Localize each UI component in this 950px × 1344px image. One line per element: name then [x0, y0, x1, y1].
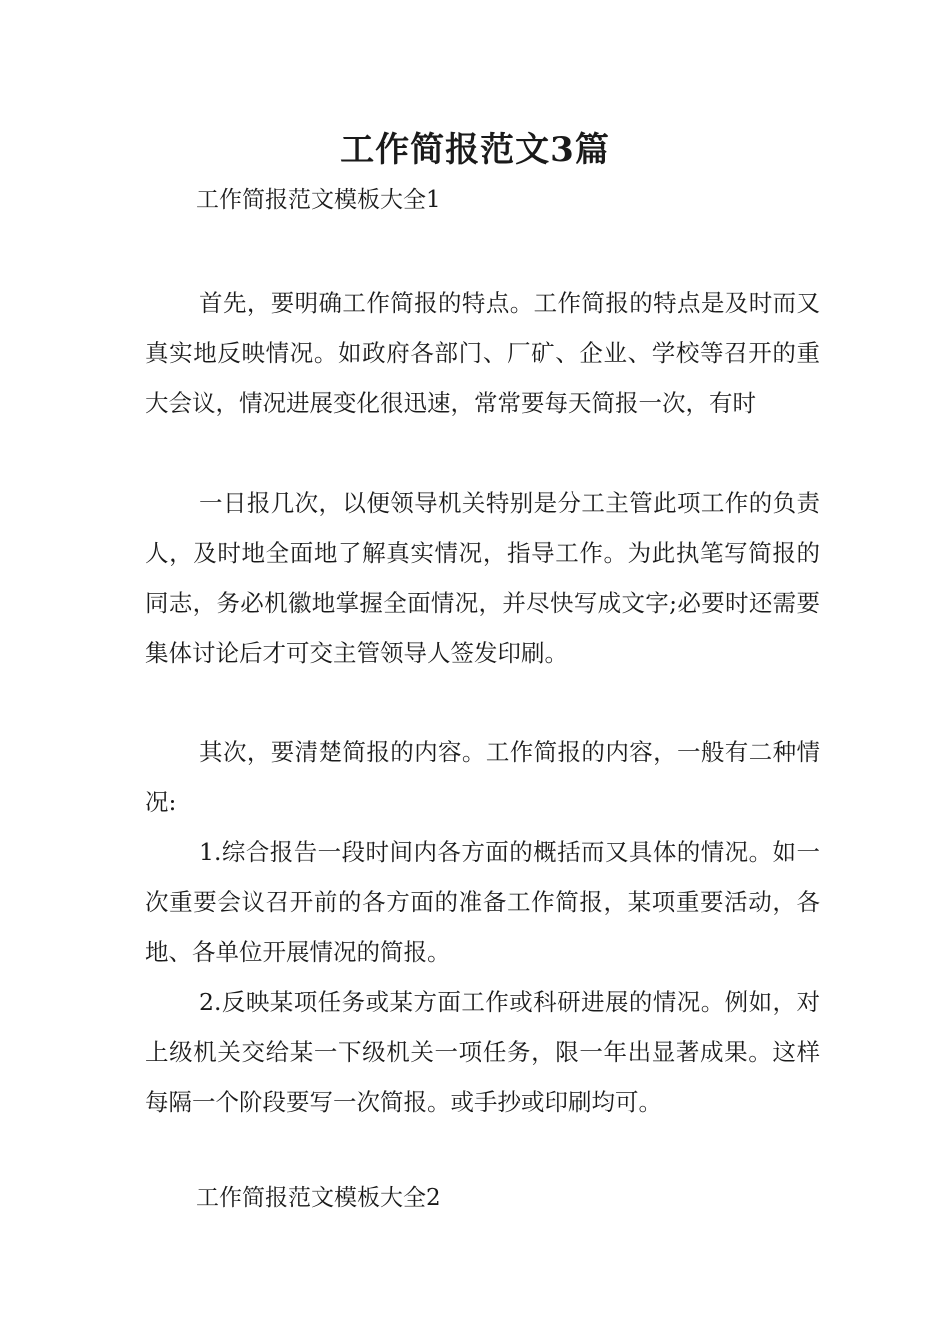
section-heading-2: 工作简报范文模板大全2 — [196, 1185, 441, 1211]
paragraph-5-block — [145, 977, 820, 1127]
paragraph-4: 1.综合报告一段时间内各方面的概括而又具体的情况。如一次重要会议召开前的各方面的准备工作简报，某项重要活动，各地、各单位开展情况的简报。 — [145, 838, 820, 966]
section-heading-1: 工作简报范文模板大全1 — [196, 187, 441, 213]
paragraph-2: 一日报几次，以便领导机关特别是分工主管此项工作的负责人，及时地全面地了解真实情况，指导工作。为此执笔写简报的同志，务必机徽地掌握全面情况，并尽快写成文字;必要时还需要集体讨论后才可交主管领导人签发印刷。 — [145, 489, 820, 667]
paragraph-3-block — [145, 727, 820, 827]
paragraph-1: 首先，要明确工作简报的特点。工作简报的特点是及时而又真实地反映情况。如政府各部门、厂矿、企业、学校等召开的重大会议，情况进展变化很迅速，常常要每天简报一次，有时 — [145, 289, 820, 417]
paragraph-1-block — [145, 278, 820, 428]
paragraph-2-block — [145, 478, 820, 678]
paragraph-3: 其次，要清楚简报的内容。工作简报的内容，一般有二种情况: — [145, 738, 820, 816]
paragraph-5: 2.反映某项任务或某方面工作或科研进展的情况。例如，对上级机关交给某一下级机关一项任务，限一年出显著成果。这样每隔一个阶段要写一次简报。或手抄或印刷均可。 — [145, 988, 820, 1116]
paragraph-4-block — [145, 827, 820, 977]
document-title: 工作简报范文3篇 — [340, 130, 610, 170]
